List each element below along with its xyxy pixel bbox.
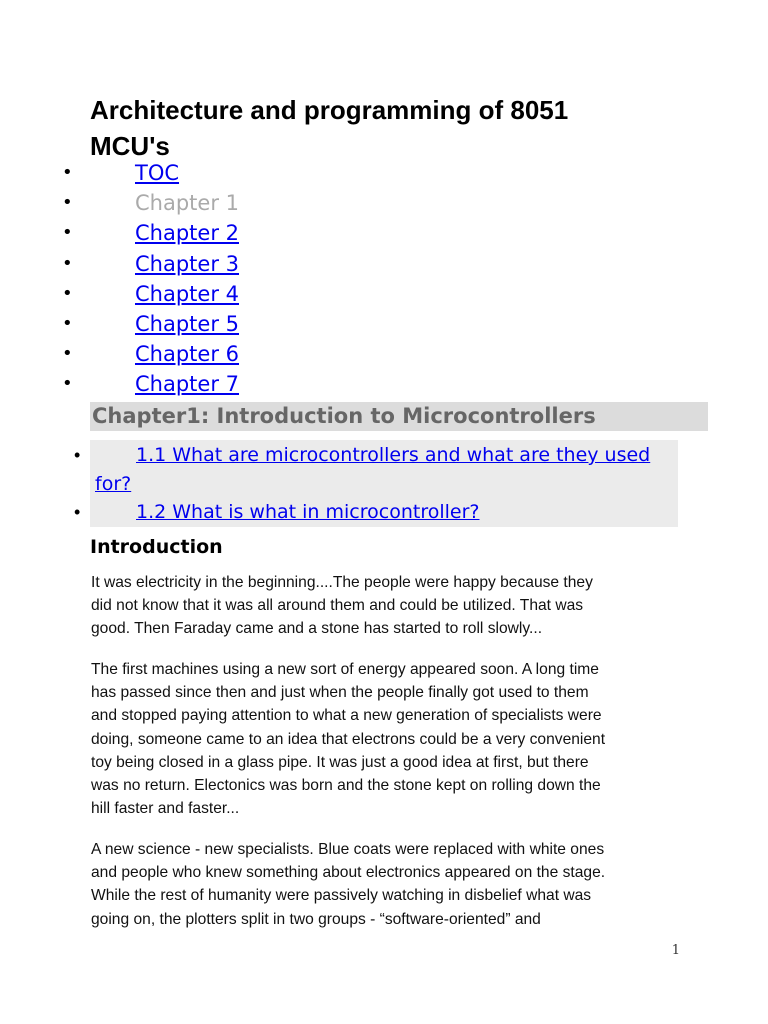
toc-link-chapter-1: Chapter 1 xyxy=(135,191,239,216)
bullet-icon: • xyxy=(62,343,73,365)
section-link-1-2-wrap xyxy=(136,498,479,527)
bullet-icon: • xyxy=(74,445,81,465)
paragraph-line: doing, someone came to an idea that electrons could be a very convenient xyxy=(91,730,606,748)
paragraph-line: going on, the plotters split in two groups - “software-oriented” and xyxy=(91,910,541,928)
section-link-1-1-continued[interactable]: for? xyxy=(95,473,132,495)
bullet-icon: • xyxy=(62,162,73,183)
paragraph-line: hill faster and faster... xyxy=(91,800,240,818)
section-link-1-2[interactable]: 1.2 What is what in microcontroller? xyxy=(136,501,480,523)
paragraph-line: A new science - new specialists. Blue coats were replaced with white ones xyxy=(91,841,605,858)
toc-link-toc[interactable]: TOC xyxy=(135,161,180,185)
paragraph-line: has passed since then and just when the people finally got used to them xyxy=(91,684,589,702)
paragraph-line: It was electricity in the beginning....The people were happy because they xyxy=(91,574,593,591)
page-title: Architecture and programming of 8051 MCU's xyxy=(90,95,569,161)
section-link-1-1-line1-wrap xyxy=(136,441,650,470)
bullet-icon: • xyxy=(62,373,73,395)
bullet-icon: • xyxy=(62,312,73,334)
bullet-icon: • xyxy=(62,222,73,244)
bullet-icon: • xyxy=(62,192,73,214)
paragraph-line: The first machines using a new sort of energy appeared soon. A long time xyxy=(91,661,599,678)
paragraph-line: toy being closed in a glass pipe. It was just a good idea at first, but there xyxy=(91,753,589,771)
paragraph-1 xyxy=(91,571,691,641)
paragraph-line: While the rest of humanity were passively watching in disbelief what was xyxy=(91,887,592,905)
bullet-icon: • xyxy=(62,282,73,304)
chapter-heading: Chapter1: Introduction to Microcontrollers xyxy=(90,402,708,431)
toc-link-chapter-5[interactable]: Chapter 5 xyxy=(135,311,239,336)
section-link-1-1-line2-wrap xyxy=(95,470,131,499)
bullet-icon: • xyxy=(74,502,81,522)
paragraph-line: was no return. Electonics was born and the stone kept on rolling down the xyxy=(91,777,601,795)
paragraph-line: did not know that it was all around them and could be utilized. That was xyxy=(91,597,584,615)
paragraph-line: good. Then Faraday came and a stone has started to roll slowly... xyxy=(91,620,543,638)
toc-link-chapter-6[interactable]: Chapter 6 xyxy=(135,342,239,367)
paragraph-3 xyxy=(91,838,691,931)
paragraph-line: and people who knew something about electronics appeared on the stage. xyxy=(91,864,606,882)
toc-link-chapter-3[interactable]: Chapter 3 xyxy=(135,251,239,276)
toc-link-chapter-4[interactable]: Chapter 4 xyxy=(135,281,239,306)
paragraph-2 xyxy=(91,658,691,820)
page-number: 1 xyxy=(671,943,680,958)
paragraph-line: and stopped paying attention to what a new generation of specialists were xyxy=(91,707,602,725)
toc-link-chapter-2[interactable]: Chapter 2 xyxy=(135,221,239,246)
bullet-icon: • xyxy=(62,252,73,274)
toc-link-chapter-7[interactable]: Chapter 7 xyxy=(135,372,239,397)
section-link-1-1[interactable]: 1.1 What are microcontrollers and what are they used xyxy=(136,444,651,466)
intro-heading: Introduction xyxy=(90,536,223,558)
